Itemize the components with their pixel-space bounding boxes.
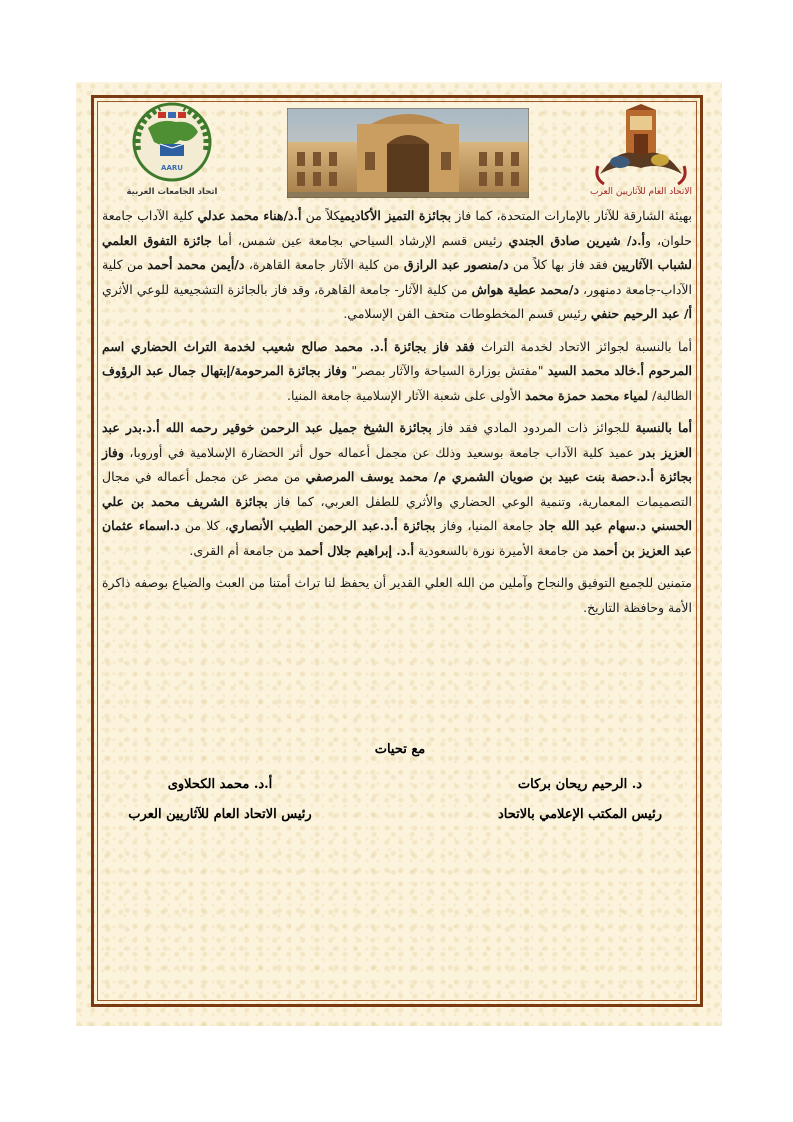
bold-run: أ.د. إبراهيم جلال أحمد — [297, 542, 415, 558]
bold-run: أ.د/ شيرين صادق الجندي — [508, 232, 645, 248]
text-run: من كلية الآثار- جامعة القاهرة، وقد فاز بالجائزة التشجيعية للوعي الأثري — [102, 281, 472, 297]
paragraph — [102, 416, 692, 563]
text-run: رئيس قسم المخطوطات متحف الفن الإسلامي. — [343, 306, 591, 321]
text-run: الطالبة/ — [648, 387, 692, 403]
text-run: من كلية الآداب-جامعة دمنهور، — [102, 257, 693, 297]
letter-body — [102, 204, 692, 628]
bold-run: د/أيمن محمد أحمد — [147, 257, 245, 272]
text-run: كلاً من — [301, 208, 341, 223]
text-run: متمنين للجميع التوفيق والنجاح وآملين من الله العلي القدير أن يحفظ لنا تراث أمتنا من العبث والضياع بوصفه ذاكرة الأمة وحافظة التاريخ. — [102, 575, 692, 615]
paragraph — [102, 571, 692, 620]
text-run: للجوائز ذات المردود المادي فقد فاز — [431, 420, 636, 435]
text-run: ، كلا من — [179, 518, 229, 533]
bold-run: وفاز بجائزة المرحومة/إبتهال جمال عبد الرؤوف — [102, 363, 348, 378]
bold-run: لمياء محمد حمزة محمد — [525, 387, 649, 403]
signature-block-media-office — [470, 770, 690, 830]
bold-run: وفاز بجائزة أ.د.حصة بنت عبيد بن صويان الشمري م/ محمد يوسف المرصفي — [102, 444, 692, 484]
text-run: "مفتش بوزارة السياحة والآثار بمصر" — [347, 363, 548, 378]
paragraph — [102, 204, 692, 327]
signatory-title: رئيس الاتحاد العام للآثاريين العرب — [128, 807, 312, 822]
signatory-name: أ.د. محمد الكحلاوى — [167, 777, 273, 792]
signature-block-union-president — [110, 770, 330, 830]
signatory-name: د. الرحيم ريحان بركات — [517, 777, 643, 792]
closing-greeting: مع تحيات — [374, 742, 426, 757]
text-run: فقد فاز بها كلاً من — [508, 257, 613, 272]
bold-run: د.اسماء عثمان عبد العزيز بن أحمد — [102, 518, 692, 558]
logo-left-caption: اتحاد الجامعات العربية — [126, 187, 218, 197]
bold-run: بجائزة الشريف محمد بن علي الحسني د.سهام عبد الله جاد — [102, 493, 693, 533]
arab-universities-association-logo — [120, 100, 224, 198]
paragraph — [102, 335, 692, 409]
bold-run: د/منصور عبد الرازق — [403, 257, 509, 272]
arab-archaeologists-union-logo — [590, 104, 692, 200]
text-run: الأولى على شعبة الآثار الإسلامية جامعة المنيا. — [287, 387, 526, 403]
bold-run: جائزة التفوق العلمي لشباب الآثاريين — [102, 232, 692, 272]
logo-right-caption: الاتحاد العام للآثاريين العرب — [590, 187, 692, 197]
text-run: عميد كلية الآداب جامعة بوسعيد وذلك عن مجمل أعماله حول أثر الحضارة الإسلامية في أوروبا، — [123, 444, 640, 460]
museum-building-photo — [287, 108, 529, 198]
bold-run: بجائزة التميز الأكاديمي — [340, 208, 452, 223]
text-run: من جامعة الأميرة نورة بالسعودية — [414, 542, 593, 558]
signatory-title: رئيس المكتب الإعلامي بالاتحاد — [497, 807, 663, 822]
bold-run: بجائزة الشيخ جميل عبد الرحمن خوقير رحمه الله أ.د.بدر عبد العزيز بدر — [102, 420, 693, 460]
text-run: جامعة المنيا، وفاز — [435, 518, 539, 533]
bold-run: فقد فاز بجائزة أ.د. محمد صالح شعيب لخدمة التراث الحضاري اسم المرحوم أ.خالد محمد السيد — [102, 338, 692, 378]
bold-run: أما بالنسبة — [635, 420, 692, 435]
text-run: كلية الآداب جامعة حلوان، و — [102, 208, 692, 248]
text-run: بهيئة الشارقة للآثار بالإمارات المتحدة، كما فاز — [451, 208, 692, 223]
bold-run: بجائزة أ.د.عبد الرحمن الطيب الأنصاري — [228, 518, 436, 533]
text-run: من جامعة أم القرى. — [189, 542, 298, 558]
text-run: من كلية الآثار جامعة القاهرة، — [244, 257, 404, 272]
text-run: رئيس قسم الإرشاد السياحي بجامعة عين شمس، أما — [211, 232, 509, 248]
bold-run: أ.د/هناء محمد عدلي — [197, 208, 302, 223]
text-run: أما بالنسبة لجوائز الاتحاد لخدمة التراث — [474, 338, 692, 354]
bold-run: د/محمد عطية هواش — [471, 281, 580, 297]
bold-run: أ/ عبد الرحيم حنفي — [590, 306, 692, 321]
logo-left-badge: AARU — [161, 164, 183, 172]
text-run: من مصر عن مجمل أعماله في مجال التصميمات المعمارية، وتنمية الوعي الحضاري والأثري للطفل العربي، كما فاز — [102, 469, 693, 509]
